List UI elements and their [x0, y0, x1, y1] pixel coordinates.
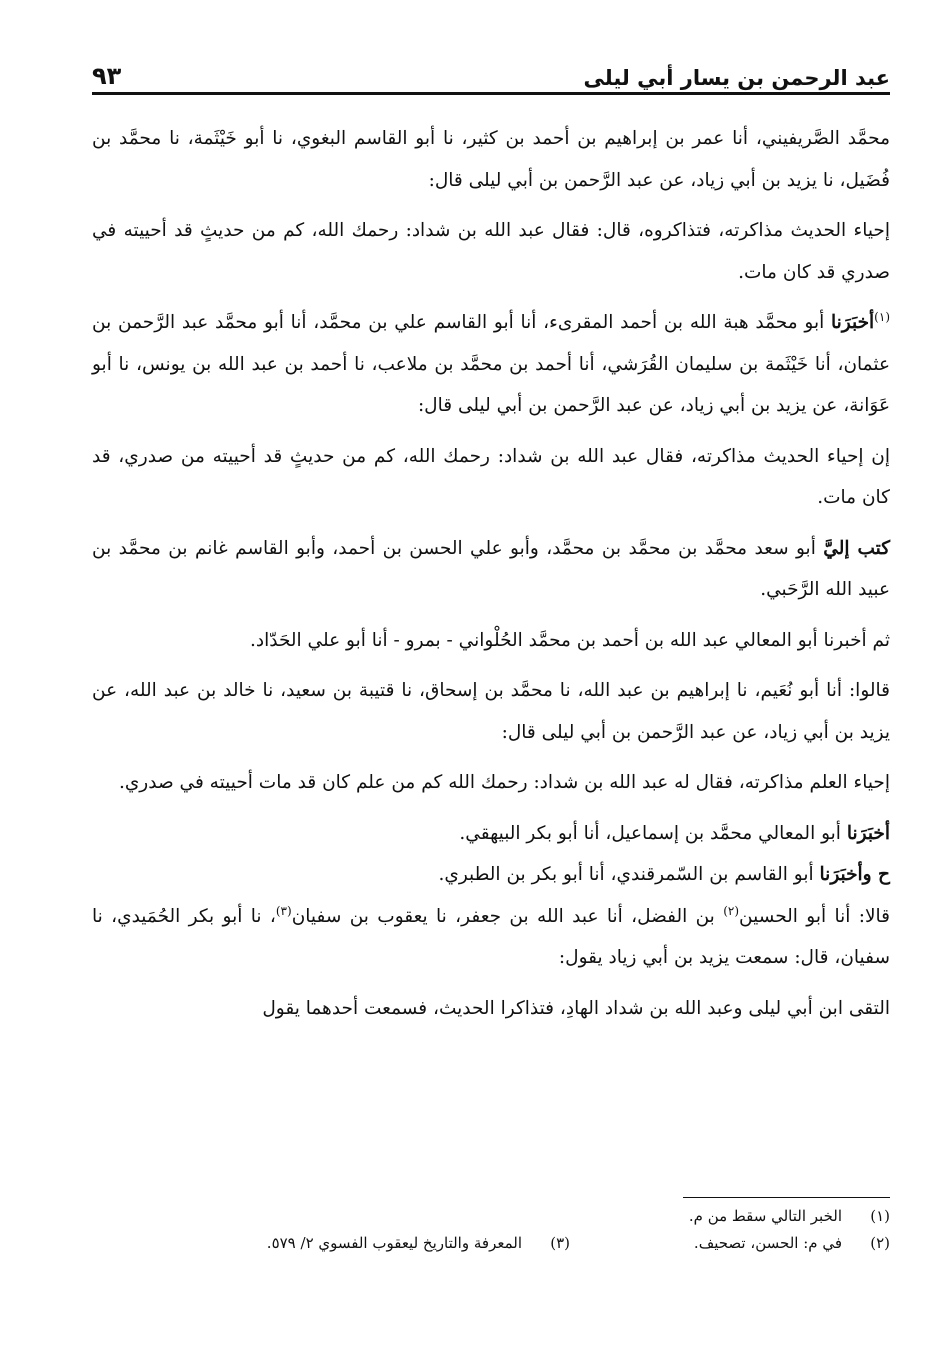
paragraph-8: [92, 762, 890, 804]
paragraph-1-text: محمَّد الصَّريفيني، أنا عمر بن إبراهيم بن أحمد بن كثير، نا أبو القاسم البغوي، نا أبو خَيْثَمة، نا محمَّد بن فُضَيل، نا يزيد بن أبي زياد، عن عبد الرَّحمن بن أبي ليلى قال:: [92, 128, 890, 191]
paragraph-7-text: قالوا: أنا أبو نُعَيم، نا إبراهيم بن عبد الله، نا محمَّد بن إسحاق، نا قتيبة بن سعيد، نا خالد بن عبد الله، عن يزيد بن أبي زياد، عن عبد الرَّحمن بن أبي ليلى قال:: [92, 680, 890, 743]
paragraph-6: [92, 620, 890, 662]
paragraph-10-text: أبو القاسم بن السّمرقندي، أنا أبو بكر بن الطبري.: [438, 864, 814, 885]
page-number: ٩٣: [92, 62, 122, 90]
footnote-2-text: في م: الحسن، تصحيف.: [693, 1234, 842, 1252]
footnote-2-number: (٢): [870, 1234, 890, 1252]
footnote-2: [570, 1230, 890, 1257]
paragraph-9-text: أبو المعالي محمَّد بن إسماعيل، أنا أبو بكر البيهقي.: [459, 822, 841, 844]
paragraph-8-text: إحياء العلم مذاكرته، فقال له عبد الله بن شداد: رحمك الله كم من علم كان قد مات أحييته في صدري.: [118, 772, 890, 793]
paragraph-4-text: إن إحياء الحديث مذاكرته، فقال عبد الله بن شداد: رحمك الله، كم من حديثٍ قد أحييته من صدري، قد كان مات.: [92, 445, 891, 508]
paragraph-5: [92, 528, 890, 611]
footnote-3-number: (٣): [550, 1234, 570, 1252]
footnote-1-text: الخبر التالي سقط من م.: [688, 1207, 842, 1225]
footnote-line-2: [92, 1230, 890, 1257]
paragraph-3-text: أبو محمَّد هبة الله بن أحمد المقرىء، أنا أبو القاسم علي بن محمَّد، أنا أبو محمَّد عبد الرَّحمن بن عثمان، أنا خَيْثَمة بن سليمان القُرَشي، أنا أحمد بن محمَّد بن ملاعب، نا أحمد بن عبد الله بن يونس، نا أبو عَوَانة، عن يزيد بن أبي زياد، عن عبد الرَّحمن بن أبي ليلى قال:: [92, 312, 890, 416]
paragraph-11-text-a: قالا: أنا أبو الحسين: [739, 905, 890, 927]
footnotes: [92, 1203, 890, 1257]
footnote-ref-2: (٢): [723, 903, 740, 918]
paragraph-1: [92, 118, 890, 201]
footnote-line-1: [92, 1203, 890, 1230]
footnote-3-text: المعرفة والتاريخ ليعقوب الفسوي ٢/ ٥٧٩.: [266, 1234, 522, 1252]
paragraph-5-text: أبو سعد محمَّد بن محمَّد بن محمَّد، وأبو علي الحسن بن أحمد، وأبو القاسم غانم بن محمَّد بن عبيد الله الرَّحَبي.: [92, 537, 890, 600]
footnote-rule: [683, 1197, 890, 1198]
footnote-ref-1: (١): [874, 309, 890, 324]
paragraph-12-text: التقى ابن أبي ليلى وعبد الله بن شداد الهادِ، فتذاكرا الحديث، فسمعت أحدهما يقول: [262, 997, 890, 1019]
footnote-1-number: (١): [870, 1207, 890, 1225]
paragraph-4: [92, 436, 890, 519]
paragraph-12: [92, 988, 890, 1030]
paragraph-2: [92, 210, 890, 293]
paragraph-7: [92, 670, 890, 753]
paragraph-9-lead: أخبَرَنا: [846, 822, 890, 844]
paragraph-3-lead: أخبَرَنا: [831, 312, 875, 333]
paragraph-11-text-b: بن الفضل، أنا عبد الله بن جعفر، نا يعقوب بن سفيان: [291, 905, 715, 927]
page-header: [92, 52, 890, 90]
running-title: عبد الرحمن بن يسار أبي ليلى: [583, 66, 890, 90]
paragraph-6-text: ثم أخبرنا أبو المعالي عبد الله بن أحمد بن محمَّد الحُلْواني - بمرو - أنا أبو علي الحَدّاد.: [249, 629, 890, 651]
footnote-3: [267, 1230, 570, 1257]
footnote-1: [689, 1203, 890, 1230]
header-rule: [92, 92, 890, 95]
paragraph-10: [92, 854, 890, 896]
paragraph-11: [92, 896, 890, 979]
paragraph-3: [92, 302, 890, 427]
main-text: [92, 118, 890, 1038]
paragraph-11-text-c: ، نا أبو بكر الحُمَيدي، نا سفيان، قال: سمعت يزيد بن أبي زياد يقول:: [92, 905, 890, 968]
paragraph-9: [92, 813, 890, 855]
paragraph-10-lead: ح وأخبَرَنا: [819, 864, 890, 885]
paragraph-5-lead: كتب إليَّ: [823, 537, 891, 559]
paragraph-2-text: إحياء الحديث مذاكرته، فتذاكروه، قال: فقال عبد الله بن شداد: رحمك الله، كم من حديثٍ قد أحييته في صدري قد كان مات.: [92, 220, 890, 283]
footnote-ref-3: (٣): [275, 903, 292, 918]
